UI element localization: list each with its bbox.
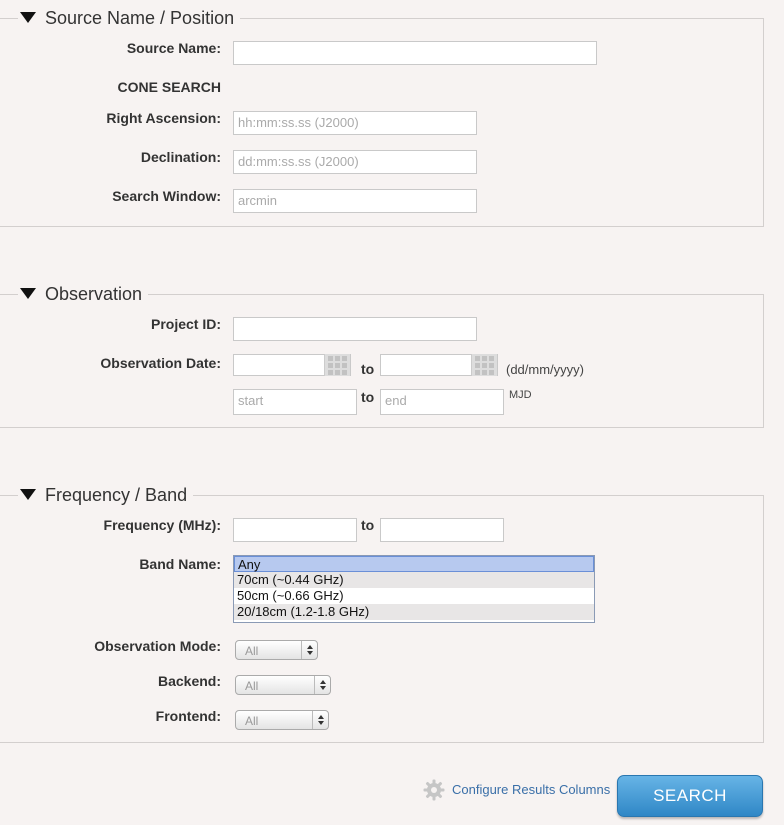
frequency-label: Frequency (MHz): (103, 517, 221, 533)
source-name-input[interactable] (233, 41, 597, 65)
band-option-20-18cm[interactable]: 20/18cm (1.2-1.8 GHz) (234, 604, 594, 620)
frontend-select[interactable] (235, 710, 329, 730)
band-name-label: Band Name: (139, 556, 221, 572)
search-button[interactable]: SEARCH (617, 775, 763, 817)
backend-value: All (245, 679, 259, 693)
dec-label: Declination: (140, 149, 221, 165)
select-arrows-icon (314, 676, 330, 694)
mjd-start-input[interactable]: start (233, 389, 357, 415)
observation-mode-value: All (245, 644, 259, 658)
configure-results-columns-link[interactable]: Configure Results Columns (452, 782, 611, 797)
search-window-label: Search Window: (112, 188, 221, 204)
backend-select[interactable] (235, 675, 331, 695)
select-arrows-icon (312, 711, 328, 729)
disclosure-triangle-icon[interactable] (20, 288, 36, 299)
mjd-end-input[interactable]: end (380, 389, 504, 415)
band-name-listbox[interactable] (233, 555, 595, 623)
project-id-label: Project ID: (150, 316, 221, 332)
source-legend[interactable] (18, 7, 240, 29)
frontend-value: All (245, 714, 259, 728)
frequency-min-input[interactable] (233, 518, 357, 542)
date-to-label: to (361, 361, 375, 377)
frequency-max-input[interactable] (380, 518, 504, 542)
mjd-label: MJD (509, 389, 532, 401)
search-window-input[interactable]: arcmin (233, 189, 477, 213)
source-name-label: Source Name: (126, 40, 221, 56)
gear-icon[interactable] (422, 778, 446, 802)
frequency-legend-label: Frequency / Band (45, 485, 188, 505)
calendar-grid-icon[interactable] (471, 354, 497, 376)
observation-mode-label: Observation Mode: (94, 638, 221, 654)
band-option-any[interactable]: Any (234, 556, 594, 572)
disclosure-triangle-icon[interactable] (20, 12, 36, 23)
ra-label: Right Ascension: (106, 110, 221, 126)
ra-input[interactable]: hh:mm:ss.ss (J2000) (233, 111, 477, 135)
band-option-70cm[interactable]: 70cm (~0.44 GHz) (234, 572, 594, 588)
disclosure-triangle-icon[interactable] (20, 489, 36, 500)
frontend-label: Frontend: (155, 708, 221, 724)
band-option-50cm[interactable]: 50cm (~0.66 GHz) (237, 588, 344, 603)
dec-input[interactable]: dd:mm:ss.ss (J2000) (233, 150, 477, 174)
frequency-legend[interactable] (18, 484, 193, 506)
observation-legend-label: Observation (45, 284, 143, 304)
project-id-input[interactable] (233, 317, 477, 341)
observation-mode-select[interactable] (235, 640, 318, 660)
observation-legend[interactable] (18, 283, 148, 305)
backend-label: Backend: (157, 673, 221, 689)
select-arrows-icon (301, 641, 317, 659)
mjd-to-label: to (361, 389, 375, 405)
observation-date-label: Observation Date: (100, 355, 221, 371)
frequency-to-label: to (361, 517, 375, 533)
cone-search-label: CONE SEARCH (117, 79, 221, 95)
source-legend-label: Source Name / Position (45, 8, 235, 28)
calendar-grid-icon[interactable] (324, 354, 350, 376)
date-format-hint: (dd/mm/yyyy) (506, 362, 584, 377)
